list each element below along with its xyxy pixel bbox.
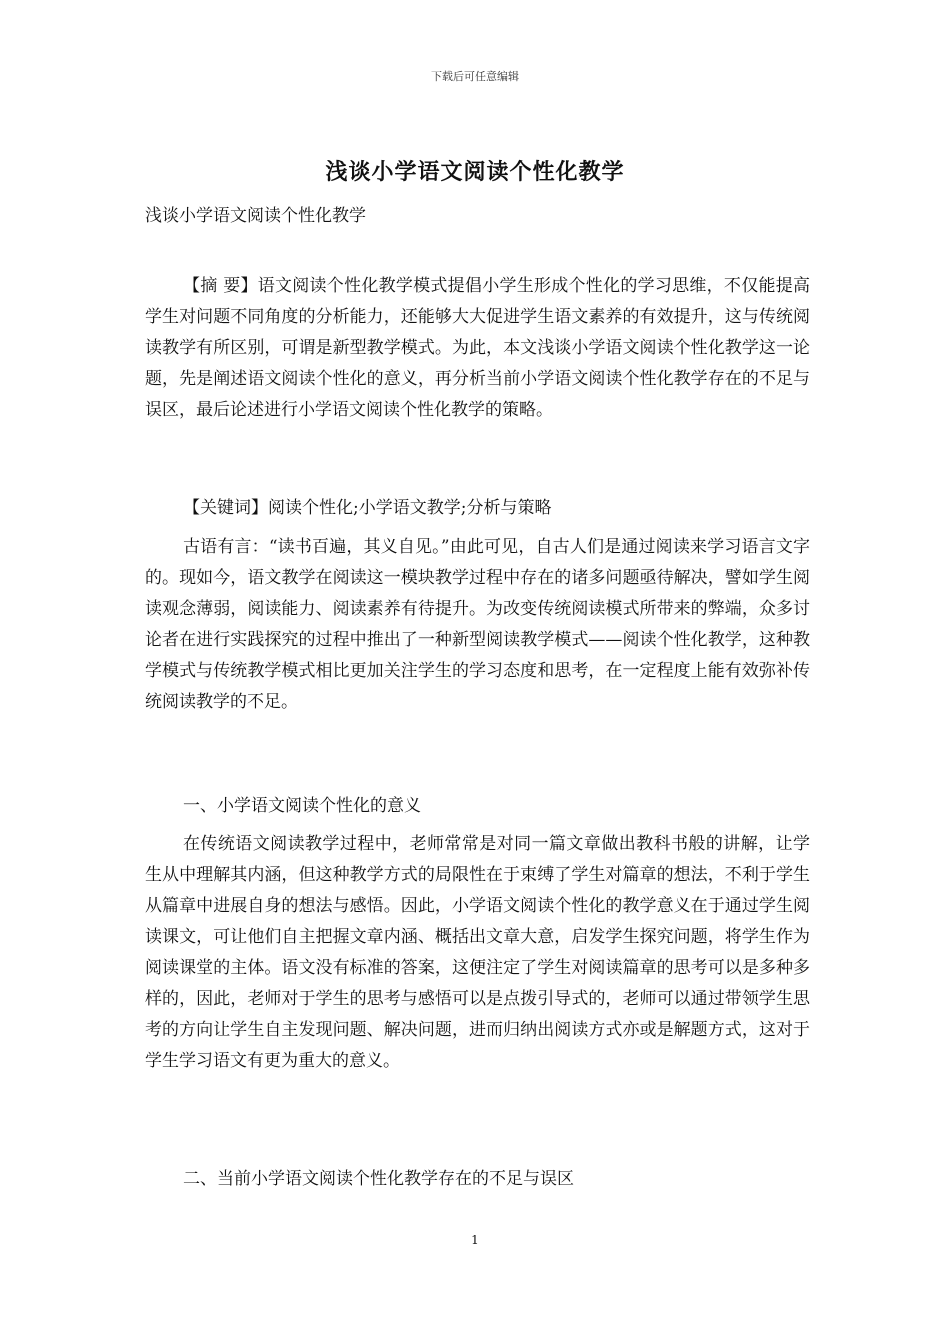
abstract-paragraph: 【摘 要】语文阅读个性化教学模式提倡小学生形成个性化的学习思维，不仅能提高学生对问题不同角度的分析能力，还能够大大促进学生语文素养的有效提升，这与传统阅读教学有所区别，可谓是新型教学模式。为此，本文浅谈小学语文阅读个性化教学这一论题，先是阐述语文阅读个性化的意义，再分析当前小学语文阅读个性化教学存在的不足与误区，最后论述进行小学语文阅读个性化教学的策略。 <box>145 276 810 420</box>
intro-paragraph: 古语有言：“读书百遍，其义自见。”由此可见，自古人们是通过阅读来学习语言文字的。现如今，语文教学在阅读这一模块教学过程中存在的诸多问题亟待解决，譬如学生阅读观念薄弱，阅读能力、阅读素养有待提升。为改变传统阅读模式所带来的弊端，众多讨论者在进行实践探究的过程中推出了一种新型阅读教学模式——阅读个性化教学，这种教学模式与传统教学模式相比更加关注学生的学习态度和思考，在一定程度上能有效弥补传统阅读教学的不足。 <box>145 537 810 712</box>
section-1-body: 在传统语文阅读教学过程中，老师常常是对同一篇文章做出教科书般的讲解，让学生从中理解其内涵，但这种教学方式的局限性在于束缚了学生对篇章的想法，不利于学生从篇章中进展自身的想法与感悟。因此，小学语文阅读个性化的教学意义在于通过学生阅读课文，可让他们自主把握文章内涵、概括出文章大意，启发学生探究问题，将学生作为阅读课堂的主体。语文没有标准的答案，这便注定了学生对阅读篇章的思考可以是多种多样的，因此，老师对于学生的思考与感悟可以是点拨引导式的，老师可以通过带领学生思考的方向让学生自主发现问题、解决问题，进而归纳出阅读方式亦或是解题方式，这对于学生学习语文有更为重大的意义。 <box>145 834 810 1071</box>
keywords-paragraph: 【关键词】阅读个性化;小学语文教学;分析与策略 <box>183 498 552 518</box>
section-1-heading: 一、小学语文阅读个性化的意义 <box>183 796 421 816</box>
section-2-heading: 二、当前小学语文阅读个性化教学存在的不足与误区 <box>183 1169 574 1189</box>
document-title: 浅谈小学语文阅读个性化教学 <box>325 159 625 185</box>
page-number: 1 <box>471 1233 479 1247</box>
document-subtitle: 浅谈小学语文阅读个性化教学 <box>145 206 366 226</box>
header-note: 下载后可任意编辑 <box>431 70 519 83</box>
